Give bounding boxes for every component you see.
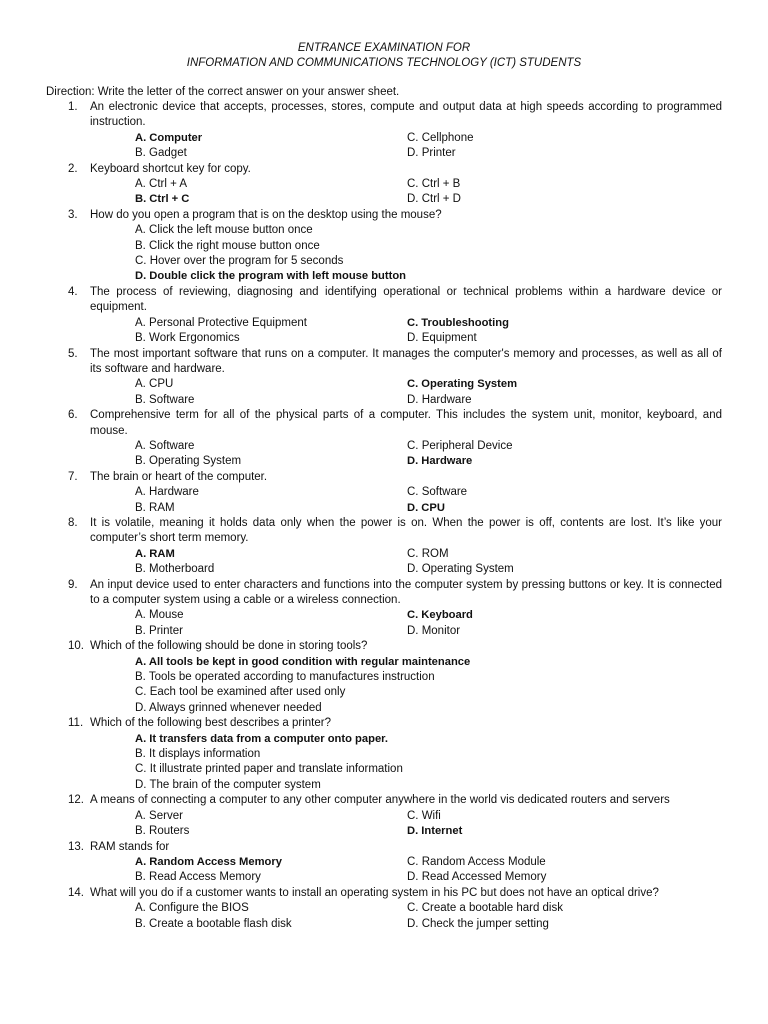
options bbox=[135, 131, 768, 162]
question-number: 1. bbox=[68, 101, 78, 113]
option-d: D. Monitor bbox=[407, 624, 461, 637]
options bbox=[135, 547, 768, 578]
options bbox=[135, 901, 768, 932]
question-text: The process of reviewing, diagnosing and identifying operational or technical problems within a hardware device or equipment. bbox=[90, 285, 722, 314]
options bbox=[135, 377, 768, 408]
option-a: A. Random Access Memory bbox=[135, 855, 282, 868]
option-a: A. Computer bbox=[135, 131, 203, 144]
question-10 bbox=[0, 639, 768, 716]
exam-title-line-1: ENTRANCE EXAMINATION FOR bbox=[297, 42, 471, 54]
option-d: D. Internet bbox=[407, 825, 463, 838]
question-13 bbox=[0, 840, 768, 886]
option-a: A. Hardware bbox=[135, 486, 199, 499]
option-a: A. All tools be kept in good condition with regular maintenance bbox=[135, 655, 471, 668]
options bbox=[135, 316, 768, 347]
option-b: B. Printer bbox=[135, 624, 183, 637]
option-d: D. Hardware bbox=[407, 393, 472, 406]
question-text: The brain or heart of the computer. bbox=[90, 470, 268, 483]
question-text: An input device used to enter characters and functions into the computer system by pressing buttons or key. It is connected to a computer system using a cable or a wireless connection. bbox=[90, 578, 722, 606]
option-a: A. It transfers data from a computer onto paper. bbox=[135, 732, 389, 745]
option-d: D. The brain of the computer system bbox=[135, 778, 321, 791]
option-b: B. RAM bbox=[135, 501, 175, 514]
direction-text: Direction: Write the letter of the correct answer on your answer sheet. bbox=[46, 86, 400, 98]
option-a: A. Click the left mouse button once bbox=[135, 224, 313, 237]
question-3 bbox=[0, 208, 768, 285]
question-5 bbox=[0, 347, 768, 409]
option-b: B. Tools be operated according to manufactures instruction bbox=[135, 671, 435, 684]
option-d: D. Operating System bbox=[407, 563, 514, 576]
question-text: It is volatile, meaning it holds data only when the power is on. When the power is off, contents are lost. It’s like your computer’s short term memory. bbox=[90, 516, 722, 545]
option-d: D. Ctrl + D bbox=[407, 193, 461, 206]
option-c: C. Ctrl + B bbox=[407, 178, 461, 191]
question-text: A means of connecting a computer to any other computer anywhere in the world vis dedicated routers and servers bbox=[90, 794, 670, 807]
option-a: A. CPU bbox=[135, 378, 174, 391]
question-number: 12. bbox=[68, 794, 84, 807]
option-a: A. Server bbox=[135, 809, 183, 822]
question-7 bbox=[0, 470, 768, 516]
question-9 bbox=[0, 578, 768, 640]
question-11 bbox=[0, 716, 768, 793]
question-12 bbox=[0, 793, 768, 839]
question-text: What will you do if a customer wants to install an operating system in his PC but does not have an optical drive? bbox=[90, 886, 659, 899]
option-a: A. Software bbox=[135, 439, 195, 452]
question-number: 9. bbox=[68, 578, 78, 591]
question-number: 5. bbox=[68, 347, 78, 360]
question-number: 8. bbox=[68, 516, 78, 529]
option-d: D. Always grinned whenever needed bbox=[135, 701, 322, 714]
question-text: Which of the following should be done in storing tools? bbox=[90, 640, 368, 653]
option-b: B. Motherboard bbox=[135, 563, 215, 576]
options bbox=[135, 177, 768, 208]
option-c: C. Operating System bbox=[407, 378, 518, 391]
question-2 bbox=[0, 162, 768, 208]
question-8 bbox=[0, 516, 768, 578]
exam-title-line-2: INFORMATION AND COMMUNICATIONS TECHNOLOGY (ICT) STUDENTS bbox=[186, 57, 582, 69]
option-c: C. Hover over the program for 5 seconds bbox=[135, 255, 344, 268]
option-d: D. Hardware bbox=[407, 455, 473, 468]
option-c: C. Peripheral Device bbox=[407, 439, 513, 452]
option-d: D. Double click the program with left mouse button bbox=[135, 270, 407, 283]
option-b: B. Ctrl + C bbox=[135, 193, 190, 206]
question-number: 7. bbox=[68, 470, 78, 483]
option-d: D. Printer bbox=[407, 147, 456, 160]
question-text: The most important software that runs on a computer. It manages the computer's memory and processes, as well as all of its software and hardware. bbox=[90, 347, 722, 375]
option-a: A. Ctrl + A bbox=[135, 178, 188, 191]
question-number: 4. bbox=[68, 285, 78, 298]
option-b: B. It displays information bbox=[135, 748, 261, 761]
option-a: A. Configure the BIOS bbox=[135, 902, 249, 915]
option-c: C. ROM bbox=[407, 547, 449, 560]
option-b: B. Work Ergonomics bbox=[135, 332, 240, 345]
options bbox=[135, 855, 768, 886]
question-text: An electronic device that accepts, processes, stores, compute and output data at high speeds according to programmed instruction. bbox=[90, 101, 722, 129]
option-a: A. Mouse bbox=[135, 609, 184, 622]
option-d: D. CPU bbox=[407, 501, 445, 514]
question-number: 6. bbox=[68, 409, 78, 422]
question-text: Comprehensive term for all of the physical parts of a computer. This includes the system unit, monitor, keyboard, and mouse. bbox=[90, 409, 722, 437]
option-d: D. Read Accessed Memory bbox=[407, 871, 547, 884]
option-a: A. Personal Protective Equipment bbox=[135, 316, 307, 329]
question-text: RAM stands for bbox=[90, 840, 170, 853]
question-text: Keyboard shortcut key for copy. bbox=[90, 162, 251, 175]
option-c: C. Random Access Module bbox=[407, 855, 546, 868]
option-b: B. Read Access Memory bbox=[135, 871, 261, 884]
question-text: Which of the following best describes a printer? bbox=[90, 717, 331, 730]
option-b: B. Create a bootable flash disk bbox=[135, 917, 292, 930]
option-c: C. Software bbox=[407, 486, 468, 499]
question-number: 10. bbox=[68, 640, 84, 653]
question-number: 11. bbox=[68, 717, 84, 730]
option-c: C. Create a bootable hard disk bbox=[407, 902, 563, 915]
options bbox=[135, 223, 768, 285]
options bbox=[135, 485, 768, 516]
option-d: D. Check the jumper setting bbox=[407, 917, 549, 930]
option-c: C. Each tool be examined after used only bbox=[135, 686, 346, 699]
question-number: 14. bbox=[68, 886, 84, 899]
question-4 bbox=[0, 285, 768, 347]
options bbox=[135, 732, 768, 794]
option-b: B. Software bbox=[135, 393, 195, 406]
option-c: C. Wifi bbox=[407, 809, 441, 822]
question-14 bbox=[0, 886, 768, 932]
option-b: B. Routers bbox=[135, 825, 190, 838]
option-b: B. Gadget bbox=[135, 147, 187, 160]
question-number: 3. bbox=[68, 208, 78, 221]
question-1 bbox=[0, 100, 768, 162]
question-number: 13. bbox=[68, 840, 84, 853]
option-b: B. Operating System bbox=[135, 455, 242, 468]
option-d: D. Equipment bbox=[407, 332, 477, 345]
question-number: 2. bbox=[68, 162, 78, 175]
options bbox=[135, 439, 768, 470]
question-list bbox=[0, 100, 768, 932]
option-a: A. RAM bbox=[135, 547, 175, 560]
options bbox=[135, 655, 768, 717]
options bbox=[135, 608, 768, 639]
option-c: C. It illustrate printed paper and translate information bbox=[135, 763, 403, 776]
options bbox=[135, 809, 768, 840]
option-c: C. Troubleshooting bbox=[407, 316, 509, 329]
question-6 bbox=[0, 408, 768, 470]
option-c: C. Cellphone bbox=[407, 131, 474, 144]
question-text: How do you open a program that is on the desktop using the mouse? bbox=[90, 208, 442, 221]
option-c: C. Keyboard bbox=[407, 609, 473, 622]
option-b: B. Click the right mouse button once bbox=[135, 239, 320, 252]
